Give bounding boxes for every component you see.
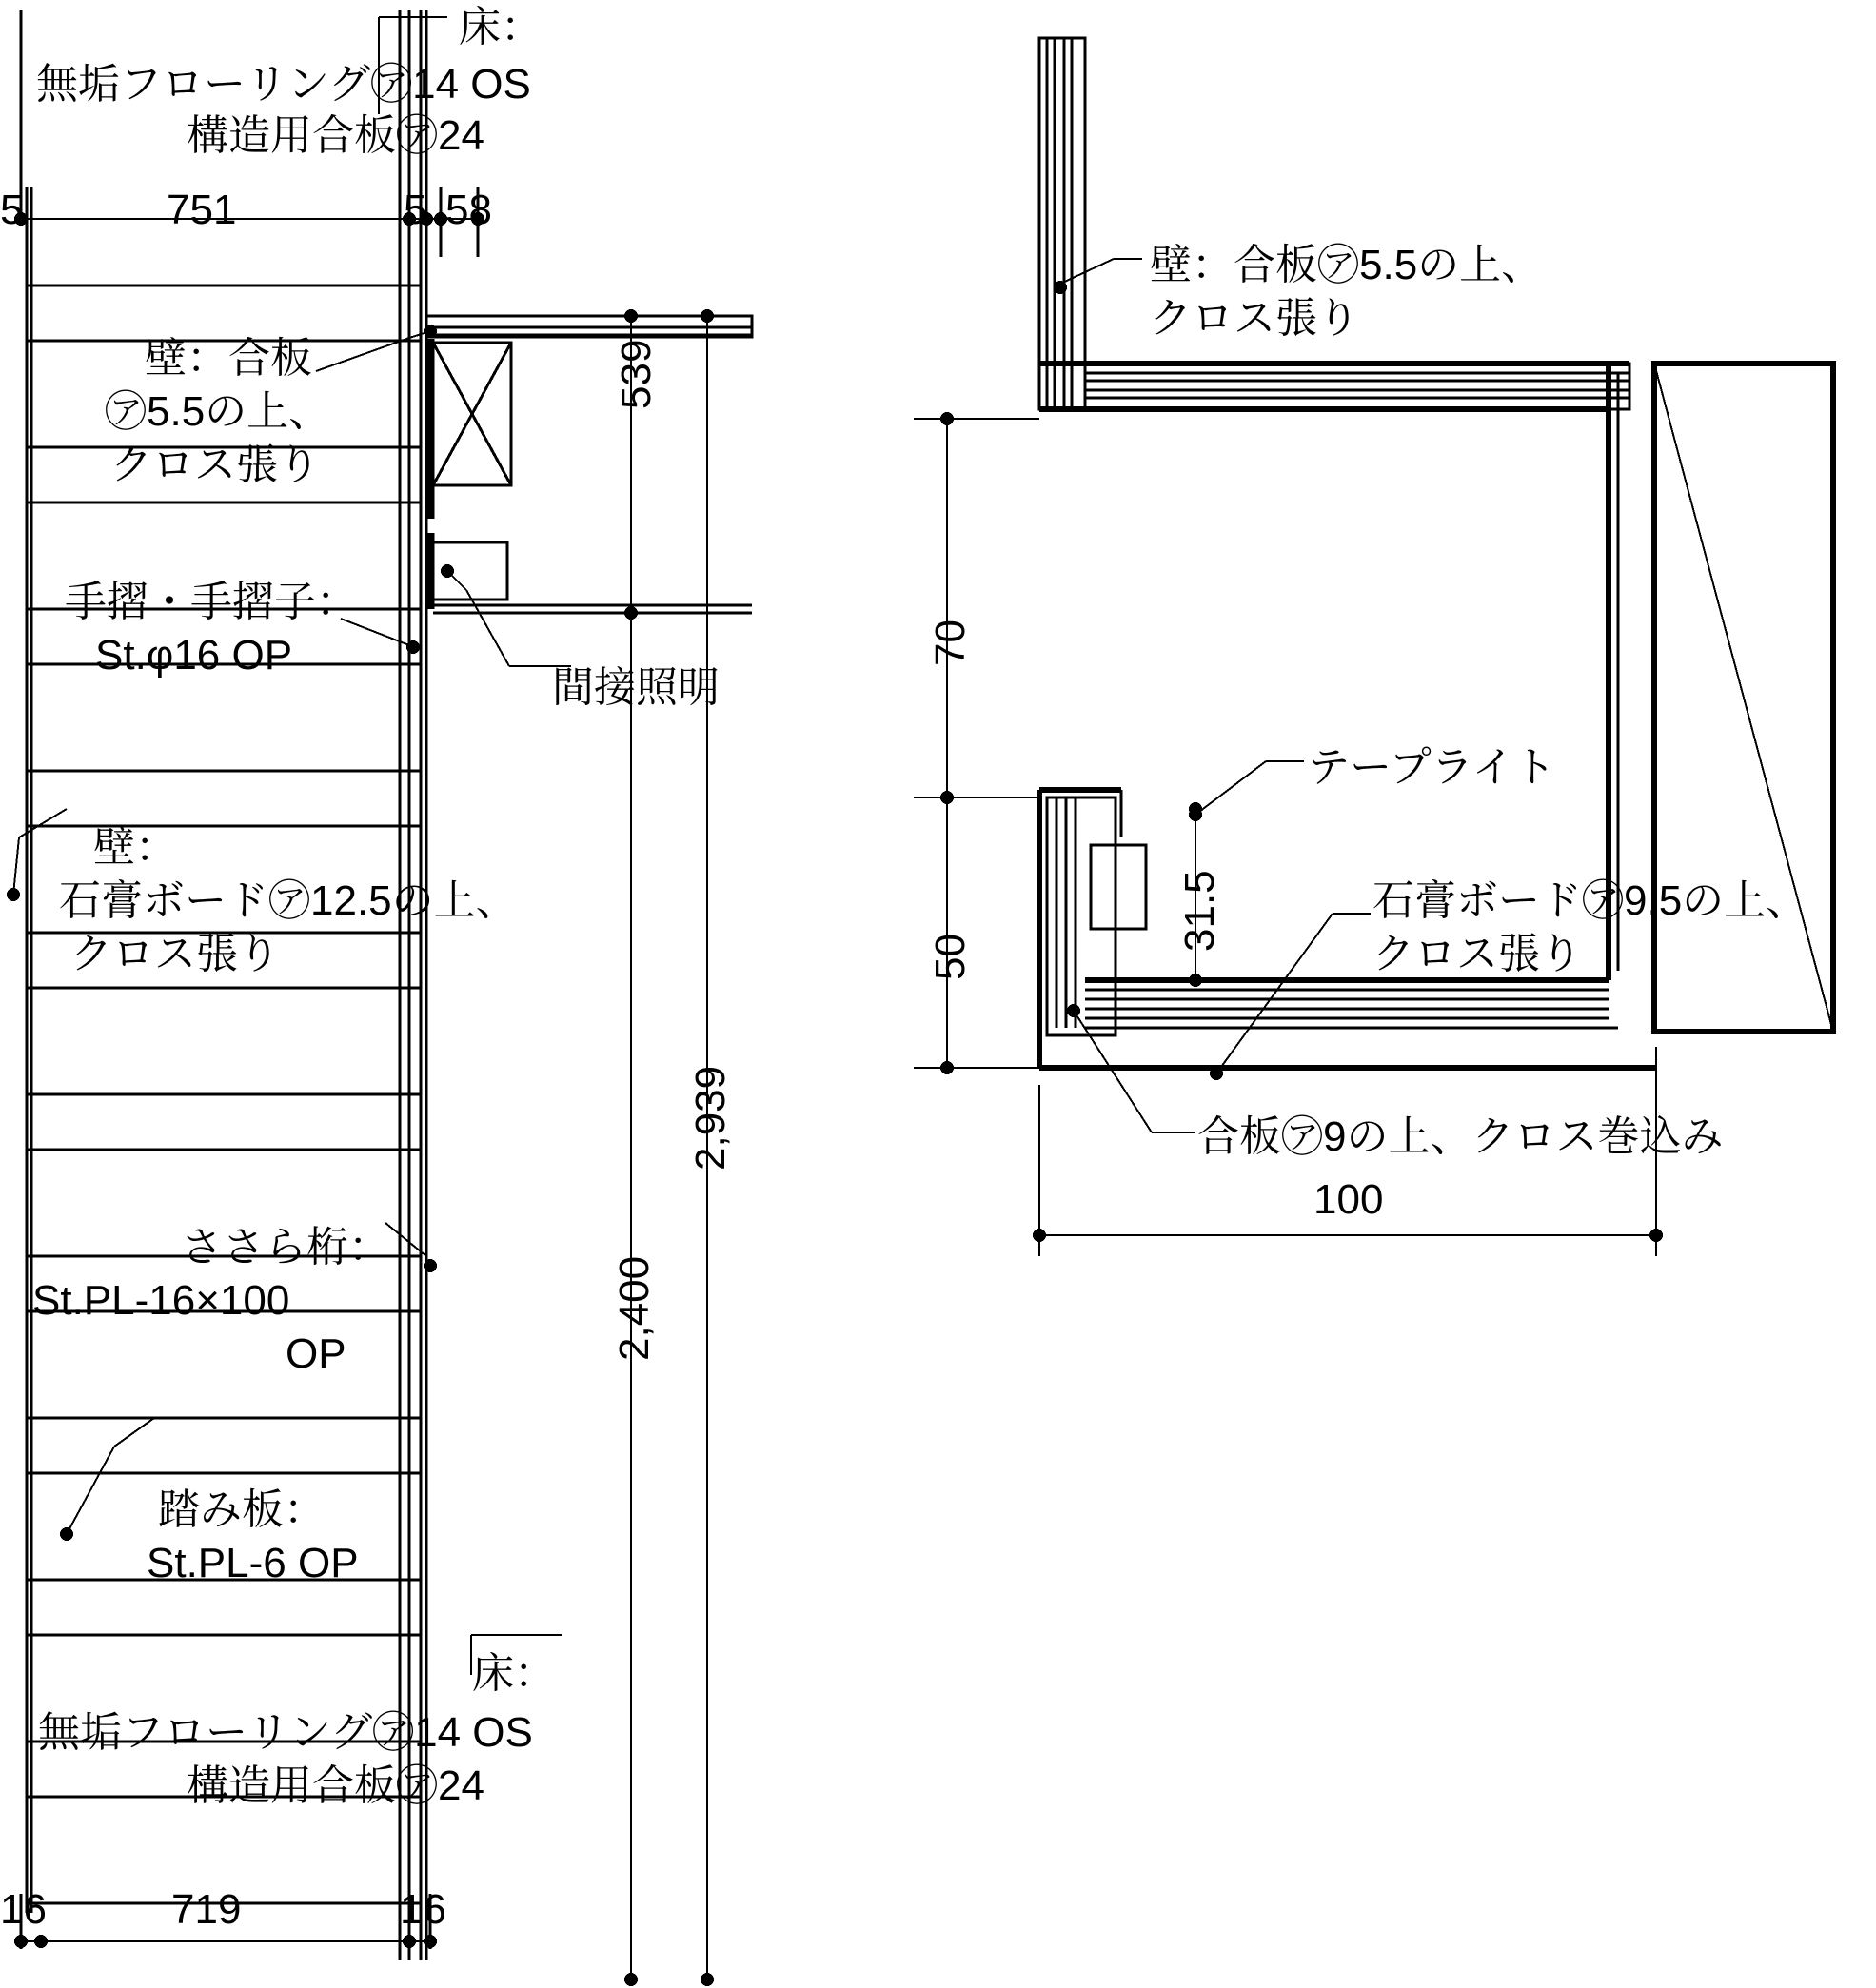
- dim-100: 100: [1313, 1176, 1384, 1223]
- dim-bottom-16-right: 16: [400, 1886, 446, 1933]
- label-wall-gypsum-l1: 壁：: [93, 824, 177, 871]
- label-wall-gypsum-l2: 石膏ボード㋐12.5の上、: [59, 877, 518, 924]
- label-floor-bottom-line2: 構造用合板㋐24: [187, 1762, 484, 1809]
- label-indirect-light: 間接照明: [552, 664, 720, 711]
- label-tread-l2: St.PL-6 OP: [147, 1540, 359, 1586]
- label-handrail-l2: St.φ16 OP: [95, 632, 293, 679]
- dim-top-5-left: 5: [0, 187, 24, 233]
- label-plywood-wrap: 合板㋐9の上、クロス巻込み: [1197, 1113, 1724, 1160]
- label-stringer-l2: St.PL-16×100: [32, 1277, 290, 1324]
- label-wall-plywood-l3: クロス張り: [110, 442, 320, 488]
- label-gypsum-l1: 石膏ボード㋐9.5の上、: [1372, 877, 1808, 924]
- dim-539: 539: [613, 339, 660, 409]
- dim-top-751: 751: [167, 187, 237, 233]
- dim-70: 70: [927, 620, 974, 666]
- label-tread-l1: 踏み板：: [158, 1486, 326, 1533]
- label-floor-bottom-line1: 無垢フローリング㋐14 OS: [38, 1709, 533, 1756]
- dim-bottom-719: 719: [171, 1886, 242, 1933]
- dim-top-5-right: 5: [404, 187, 427, 233]
- label-handrail-l1: 手摺・手摺子：: [65, 579, 358, 625]
- dim-31-5: 31.5: [1176, 870, 1223, 952]
- dim-50: 50: [927, 934, 974, 980]
- label-wall-plywood-l1: 壁：合板: [145, 335, 312, 382]
- label-wall-plywood-l2: ㋐5.5の上、: [105, 388, 331, 435]
- label-floor-bottom-head: 床：: [472, 1650, 556, 1697]
- label-wall-gypsum-l3: クロス張り: [70, 931, 280, 977]
- label-right-wall-plywood-l2: クロス張り: [1150, 295, 1359, 342]
- label-floor-top-line2: 構造用合板㋐24: [187, 112, 484, 159]
- dim-2939: 2,939: [687, 1065, 734, 1171]
- dim-2400: 2,400: [611, 1255, 658, 1361]
- dim-top-58: 58: [445, 187, 492, 233]
- label-right-wall-plywood-l1: 壁：合板㋐5.5の上、: [1150, 242, 1544, 288]
- label-floor-top-line1: 無垢フローリング㋐14 OS: [36, 61, 531, 108]
- label-gypsum-l2: クロス張り: [1372, 931, 1582, 977]
- dim-bottom-16-left: 16: [0, 1886, 47, 1933]
- label-stringer-l1: ささら桁：: [181, 1224, 390, 1270]
- label-stringer-l3: OP: [286, 1330, 346, 1377]
- label-tape-light: テープライト: [1308, 744, 1556, 791]
- label-floor-top-head: 床：: [459, 4, 543, 50]
